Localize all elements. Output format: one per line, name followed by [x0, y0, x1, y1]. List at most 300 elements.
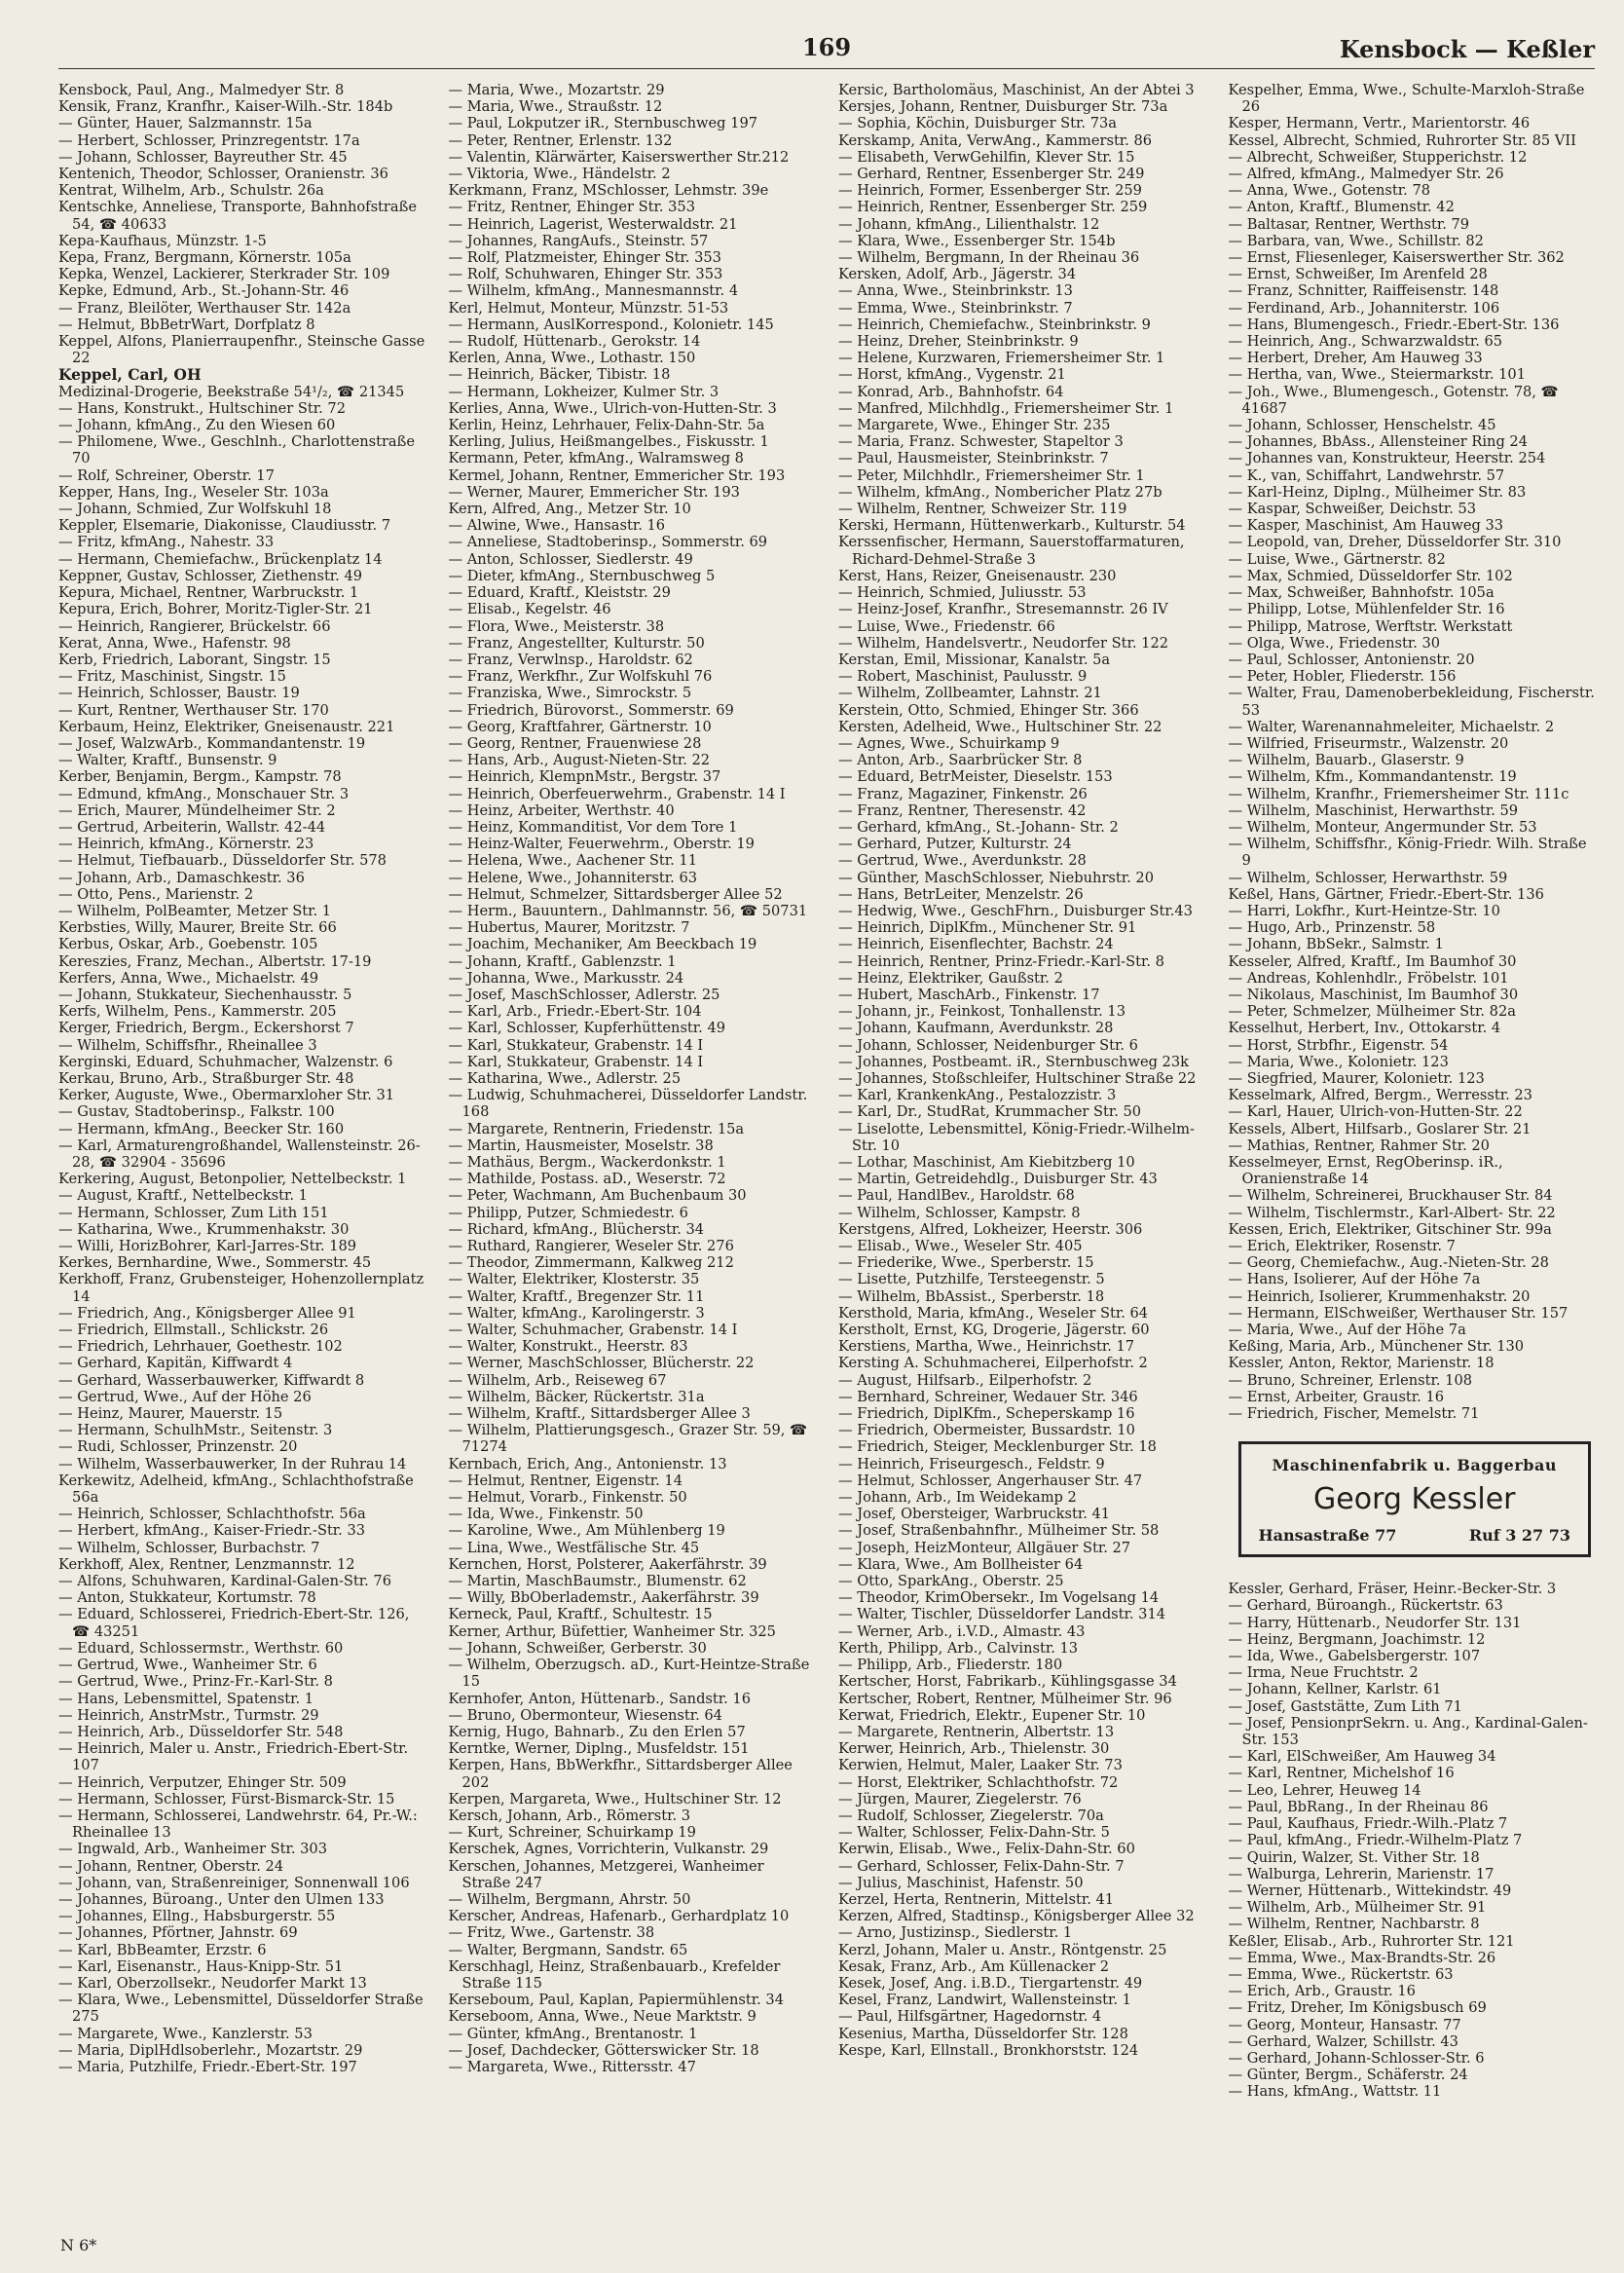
- directory-entry: Kerfs, Wilhelm, Pens., Kammerstr. 205: [58, 1003, 337, 1021]
- directory-entry: — Otto, Pens., Marienstr. 2: [58, 885, 254, 903]
- directory-entry: — Walter, Elektriker, Klosterstr. 35: [448, 1271, 700, 1288]
- directory-entry: Kerwin, Elisab., Wwe., Felix-Dahn-Str. 60: [838, 1841, 1135, 1858]
- directory-entry: — Philipp, Arb., Fliederstr. 180: [838, 1657, 1063, 1674]
- directory-entry: — Heinz-Josef, Kranfhr., Stresemannstr. 26 IV: [838, 601, 1168, 618]
- directory-entry: — Hugo, Arb., Prinzenstr. 58: [1228, 919, 1436, 937]
- directory-entry: — Joh., Wwe., Blumengesch., Gotenstr. 78, ☎ 41687: [1228, 383, 1559, 417]
- directory-entry: — Friederike, Wwe., Sperberstr. 15: [838, 1254, 1094, 1272]
- directory-entry: Kernig, Hugo, Bahnarb., Zu den Erlen 57: [448, 1723, 746, 1740]
- directory-entry: — Wilhelm, Arb., Mülheimer Str. 91: [1228, 1899, 1487, 1917]
- directory-entry: Kepura, Erich, Bohrer, Moritz-Tigler-Str. 21: [58, 601, 373, 618]
- directory-entry: — Maria, Franz. Schwester, Stapeltor 3: [838, 433, 1124, 451]
- directory-entry: — Alfred, kfmAng., Malmedyer Str. 26: [1228, 166, 1504, 183]
- directory-entry: Keppner, Gustav, Schlosser, Ziethenstr. 49: [58, 567, 363, 584]
- directory-entry: — Ernst, Schweißer, Im Arenfeld 28: [1228, 266, 1488, 283]
- directory-entry: — Hermann, Lokheizer, Kulmer Str. 3: [448, 383, 720, 400]
- directory-entry: — Horst, kfmAng., Vygenstr. 21: [838, 366, 1066, 384]
- directory-entry: — Wilhelm, Wasserbauwerker, In der Ruhrau 14: [58, 1455, 407, 1472]
- directory-entry: Kerzel, Herta, Rentnerin, Mittelstr. 41: [838, 1890, 1115, 1908]
- directory-entry: Kensbock, Paul, Ang., Malmedyer Str. 8: [58, 82, 345, 98]
- directory-entry: Kesak, Franz, Arb., Am Küllenacker 2: [838, 1957, 1110, 1975]
- directory-entry: — Fritz, kfmAng., Nahestr. 33: [58, 534, 275, 551]
- directory-entry: Kerwer, Heinrich, Arb., Thielenstr. 30: [838, 1740, 1110, 1758]
- directory-entry: — Ferdinand, Arb., Johanniterstr. 106: [1228, 299, 1500, 317]
- signature-mark: N 6*: [60, 2236, 97, 2254]
- directory-entry: — Wilhelm, kfmAng., Nombericher Platz 27b: [838, 483, 1163, 501]
- directory-entry: — Baltasar, Rentner, Werthstr. 79: [1228, 215, 1470, 233]
- directory-entry: Kerschek, Agnes, Vorrichterin, Vulkanstr. 29: [448, 1841, 769, 1858]
- directory-entry: — Johann, Kellner, Karlstr. 61: [1228, 1681, 1442, 1698]
- directory-entry: — Heinrich, Bäcker, Tibistr. 18: [448, 366, 671, 384]
- directory-entry: — Gerhard, Büroangh., Rückertstr. 63: [1228, 1597, 1503, 1615]
- directory-entry: — Wilfried, Friseurmstr., Walzenstr. 20: [1228, 734, 1509, 752]
- directory-entry: — Liselotte, Lebensmittel, König-Friedr.-Wilhelm-Str. 10: [838, 1120, 1195, 1154]
- directory-entry: Kerger, Friedrich, Bergm., Eckershorst 7: [58, 1020, 354, 1037]
- directory-entry: — Johann, Arb., Damaschkestr. 36: [58, 869, 305, 886]
- directory-entry: — Friedrich, Bürovorst., Sommerstr. 69: [448, 701, 734, 719]
- directory-entry: Kerpen, Margareta, Wwe., Hultschiner Str. 12: [448, 1790, 782, 1807]
- directory-entry: — Walburga, Lehrerin, Marienstr. 17: [1228, 1865, 1495, 1882]
- directory-entry: — Gerhard, Walzer, Schillstr. 43: [1228, 2032, 1458, 2050]
- directory-entry: — Konrad, Arb., Bahnhofstr. 64: [838, 383, 1064, 400]
- directory-entry: — Hedwig, Wwe., GeschFhrn., Duisburger Str.43: [838, 902, 1193, 919]
- directory-entry: — Fritz, Dreher, Im Königsbusch 69: [1228, 1999, 1487, 2017]
- directory-entry: — Gerhard, kfmAng., St.-Johann- Str. 2: [838, 818, 1119, 836]
- directory-entry: — Erich, Arb., Graustr. 16: [1228, 1983, 1416, 2000]
- directory-entry: Kersch, Johann, Arb., Römerstr. 3: [448, 1807, 691, 1824]
- directory-entry: Kerner, Arthur, Büfettier, Wanheimer Str. 325: [448, 1622, 776, 1640]
- directory-entry: — Fritz, Rentner, Ehinger Str. 353: [448, 199, 695, 216]
- directory-entry: — Karl, Schlosser, Kupferhüttenstr. 49: [448, 1020, 726, 1037]
- ad-company-type: Maschinenfabrik u. Baggerbau: [1272, 1456, 1557, 1475]
- directory-entry: Kerstgens, Alfred, Lokheizer, Heerstr. 306: [838, 1220, 1143, 1238]
- directory-entry: — Wilhelm, Handelsvertr., Neudorfer Str. 122: [838, 634, 1169, 652]
- directory-entry: — Wilhelm, Schlosser, Burbachstr. 7: [58, 1539, 320, 1556]
- directory-entry: — Günter, kfmAng., Brentanostr. 1: [448, 2025, 698, 2042]
- directory-entry: — Leopold, van, Dreher, Düsseldorfer Str. 310: [1228, 534, 1562, 551]
- directory-entry: — Irma, Neue Fruchtstr. 2: [1228, 1664, 1419, 1682]
- directory-entry: — Josef, Gaststätte, Zum Lith 71: [1228, 1697, 1462, 1715]
- directory-entry: — Gerhard, Johann-Schlosser-Str. 6: [1228, 2049, 1485, 2067]
- directory-entry: Kerfers, Anna, Wwe., Michaelstr. 49: [58, 969, 319, 987]
- directory-entry: — Julius, Maschinist, Hafenstr. 50: [838, 1874, 1084, 1891]
- directory-entry: — Paul, Hilfsgärtner, Hagedornstr. 4: [838, 2008, 1102, 2026]
- directory-entry: — Heinrich, Ang., Schwarzwaldstr. 65: [1228, 333, 1503, 351]
- directory-entry: — Emma, Wwe., Steinbrinkstr. 7: [838, 299, 1073, 317]
- directory-entry: — Elisabeth, VerwGehilfin, Klever Str. 15: [838, 148, 1135, 166]
- directory-entry: Kerkering, August, Betonpolier, Nettelbeckstr. 1: [58, 1171, 407, 1188]
- directory-entry: — Johann, Schlosser, Bayreuther Str. 45: [58, 148, 348, 166]
- directory-entry: — Wilhelm, Arb., Reiseweg 67: [448, 1371, 667, 1389]
- directory-entry: — Helmut, Vorarb., Finkenstr. 50: [448, 1489, 687, 1507]
- directory-entry: — Gerhard, Putzer, Kulturstr. 24: [838, 836, 1072, 853]
- directory-entry: — Martin, Hausmeister, Moselstr. 38: [448, 1136, 714, 1154]
- directory-entry: — Arno, Justizinsp., Siedlerstr. 1: [838, 1924, 1073, 1942]
- directory-entry: — Friedrich, Ellmstall., Schlickstr. 26: [58, 1322, 329, 1339]
- directory-entry: — Wilhelm, Schreinerei, Bruckhauser Str. 84: [1228, 1187, 1553, 1205]
- directory-entry: — Franz, Schnitter, Raiffeisenstr. 148: [1228, 282, 1499, 300]
- directory-entry: Kerntke, Werner, Diplng., Musfeldstr. 151: [448, 1740, 750, 1758]
- directory-entry: — Leo, Lehrer, Heuweg 14: [1228, 1781, 1421, 1799]
- directory-entry: — Bruno, Schreiner, Erlenstr. 108: [1228, 1371, 1473, 1389]
- directory-entry: Kerl, Helmut, Monteur, Münzstr. 51-53: [448, 299, 729, 317]
- directory-entry: — Johannes, Stoßschleifer, Hultschiner Straße 22: [838, 1069, 1197, 1087]
- directory-entry: Kerkhoff, Alex, Rentner, Lenzmannstr. 12: [58, 1555, 355, 1573]
- directory-entry: — Johannes van, Konstrukteur, Heerstr. 254: [1228, 450, 1546, 467]
- directory-entry: — Karl, KrankenkAng., Pestalozzistr. 3: [838, 1087, 1117, 1104]
- directory-entry: — Helmut, BbBetrWart, Dorfplatz 8: [58, 316, 315, 333]
- directory-entry: — Heinz, Bergmann, Joachimstr. 12: [1228, 1630, 1486, 1648]
- directory-entry: — Harry, Hüttenarb., Neudorfer Str. 131: [1228, 1614, 1522, 1631]
- directory-entry: — Werner, Maurer, Emmericher Str. 193: [448, 483, 740, 501]
- directory-entry: — Katharina, Wwe., Krummenhakstr. 30: [58, 1220, 350, 1238]
- directory-entry: — Philipp, Putzer, Schmiedestr. 6: [448, 1204, 688, 1221]
- directory-entry: — Max, Schweißer, Bahnhofstr. 105a: [1228, 584, 1495, 602]
- directory-entry: — Georg, Kraftfahrer, Gärtnerstr. 10: [448, 718, 712, 735]
- directory-entry: — Alfons, Schuhwaren, Kardinal-Galen-Str. 76: [58, 1573, 392, 1590]
- directory-entry: — Wilhelm, Bäcker, Rückertstr. 31a: [448, 1388, 705, 1405]
- directory-entry: — Klara, Wwe., Am Bollheister 64: [838, 1555, 1084, 1573]
- directory-entry: Kesselmeyer, Ernst, RegOberinsp. iR., Oranienstraße 14: [1228, 1154, 1503, 1188]
- column-3: [838, 82, 1207, 2156]
- directory-entry: Kesseler, Alfred, Kraftf., Im Baumhof 30: [1228, 952, 1517, 970]
- directory-entry: Kepa, Franz, Bergmann, Körnerstr. 105a: [58, 249, 351, 267]
- directory-entry: Kertscher, Robert, Rentner, Mülheimer Str. 96: [838, 1690, 1172, 1707]
- directory-entry: — Ernst, Fliesenleger, Kaiserswerther Str. 362: [1228, 249, 1565, 267]
- directory-entry: — Josef, PensionprSekrn. u. Ang., Kardinal-Galen-Str. 153: [1228, 1714, 1588, 1749]
- directory-entry: Kesek, Josef, Ang. i.B.D., Tiergartenstr. 49: [838, 1974, 1143, 1992]
- directory-entry: — Friedrich, Fischer, Memelstr. 71: [1228, 1405, 1480, 1423]
- directory-entry: — Friedrich, DiplKfm., Scheperskamp 16: [838, 1405, 1135, 1423]
- directory-entry: — Günter, Bergm., Schäferstr. 24: [1228, 2067, 1468, 2084]
- directory-entry: Kessel, Albrecht, Schmied, Ruhrorter Str. 85 VII: [1228, 131, 1576, 149]
- column-2: [449, 82, 818, 2156]
- directory-entry: — Johannes, RangAufs., Steinstr. 57: [448, 232, 709, 249]
- directory-entry: — Max, Schmied, Düsseldorfer Str. 102: [1228, 567, 1513, 584]
- directory-entry: Kesselhut, Herbert, Inv., Ottokarstr. 4: [1228, 1020, 1501, 1037]
- directory-entry: — Otto, SparkAng., Oberstr. 25: [838, 1573, 1064, 1590]
- directory-entry: Kerker, Auguste, Wwe., Obermarxloher Str. 31: [58, 1087, 395, 1104]
- directory-entry: Kentrat, Wilhelm, Arb., Schulstr. 26a: [58, 182, 324, 200]
- directory-entry: Kesper, Hermann, Vertr., Marientorstr. 46: [1228, 115, 1531, 132]
- directory-entry: — Hubert, MaschArb., Finkenstr. 17: [838, 986, 1100, 1003]
- directory-entry: — Johann, Rentner, Oberstr. 24: [58, 1857, 284, 1875]
- directory-entry: Kersting A. Schuhmacherei, Eilperhofstr. 2: [838, 1355, 1148, 1372]
- directory-entry: — Erich, Elektriker, Rosenstr. 7: [1228, 1238, 1456, 1255]
- directory-entry: Kersic, Bartholomäus, Maschinist, An der Abtei 3: [838, 82, 1195, 98]
- directory-entry: — Johann, Kraftf., Gablenzstr. 1: [448, 952, 677, 970]
- directory-entry: — Gertrud, Wwe., Prinz-Fr.-Karl-Str. 8: [58, 1673, 333, 1691]
- directory-entry: — Helene, Wwe., Johanniterstr. 63: [448, 869, 698, 886]
- column-1: [58, 82, 427, 2156]
- directory-entry: — Hertha, van, Wwe., Steiermarkstr. 101: [1228, 366, 1526, 384]
- directory-entry: — Johann, Kaufmann, Averdunkstr. 28: [838, 1020, 1114, 1037]
- directory-entry: — Maria, Wwe., Mozartstr. 29: [448, 82, 665, 98]
- directory-entry: — Johann, Schlosser, Henschelstr. 45: [1228, 417, 1496, 434]
- directory-entry: — Ingwald, Arb., Wanheimer Str. 303: [58, 1841, 327, 1858]
- directory-entry: — Joseph, HeizMonteur, Allgäuer Str. 27: [838, 1539, 1131, 1556]
- directory-entry: Kesel, Franz, Landwirt, Wallensteinstr. 1: [838, 1992, 1131, 2009]
- directory-entry: Kersthold, Maria, kfmAng., Weseler Str. 64: [838, 1304, 1149, 1322]
- directory-entry: — Quirin, Walzer, St. Vither Str. 18: [1228, 1848, 1480, 1866]
- directory-entry: — Heinrich, Rentner, Essenberger Str. 259: [838, 199, 1148, 216]
- directory-entry: Kerskamp, Anita, VerwAng., Kammerstr. 86: [838, 131, 1153, 149]
- directory-entry: — Johann, kfmAng., Zu den Wiesen 60: [58, 417, 336, 434]
- directory-entry: — Heinz-Walter, Feuerwehrm., Oberstr. 19: [448, 836, 755, 853]
- directory-entry: — Friedrich, Lehrhauer, Goethestr. 102: [58, 1338, 343, 1356]
- directory-entry: — Helmut, Rentner, Eigenstr. 14: [448, 1472, 683, 1489]
- directory-entry: Keßler, Elisab., Arb., Ruhrorter Str. 121: [1228, 1932, 1515, 1950]
- directory-entry: — Karl, BbBeamter, Erzstr. 6: [58, 1941, 267, 1958]
- directory-entry: Kerling, Julius, Heißmangelbes., Fiskusstr. 1: [448, 433, 769, 451]
- directory-entry: — Philomene, Wwe., Geschlnh., Charlottenstraße 70: [58, 433, 416, 467]
- directory-entry: — Heinrich, KlempnMstr., Bergstr. 37: [448, 768, 721, 786]
- directory-entry: — Johann, van, Straßenreiniger, Sonnenwall 106: [58, 1874, 410, 1891]
- directory-entry: Kernhofer, Anton, Hüttenarb., Sandstr. 16: [448, 1690, 752, 1707]
- directory-entry: Kesselmark, Alfred, Bergm., Werresstr. 23: [1228, 1087, 1532, 1104]
- directory-entry: — Joachim, Mechaniker, Am Beeckbach 19: [448, 936, 757, 953]
- directory-entry: — Fritz, Maschinist, Singstr. 15: [58, 668, 286, 686]
- directory-entry: — Wilhelm, Bauarb., Glaserstr. 9: [1228, 752, 1464, 769]
- directory-entry: Kerkmann, Franz, MSchlosser, Lehmstr. 39e: [448, 182, 769, 200]
- directory-entry: — Walter, Schuhmacher, Grabenstr. 14 I: [448, 1322, 738, 1339]
- directory-entry: — Walter, Schlosser, Felix-Dahn-Str. 5: [838, 1824, 1110, 1842]
- directory-entry: — Anton, Stukkateur, Kortumstr. 78: [58, 1589, 316, 1607]
- directory-entry: Keßing, Maria, Arb., Münchener Str. 130: [1228, 1338, 1525, 1356]
- directory-entry: — Paul, Schlosser, Antonienstr. 20: [1228, 651, 1475, 668]
- directory-entry: — Jürgen, Maurer, Ziegelerstr. 76: [838, 1790, 1082, 1807]
- directory-entry: — Gertrud, Wwe., Averdunkstr. 28: [838, 852, 1087, 870]
- directory-entry: Kern, Alfred, Ang., Metzer Str. 10: [448, 501, 691, 518]
- directory-entry: Kerwat, Friedrich, Elektr., Eupener Str. 10: [838, 1706, 1146, 1724]
- directory-entry: — Wilhelm, Tischlermstr., Karl-Albert- Str. 22: [1228, 1204, 1556, 1221]
- directory-entry: — Lina, Wwe., Westfälische Str. 45: [448, 1539, 700, 1556]
- directory-entry: — Hermann, AuslKorrespond., Kolonietr. 145: [448, 316, 774, 333]
- directory-entry: — Josef, Straßenbahnfhr., Mülheimer Str. 58: [838, 1522, 1160, 1540]
- directory-entry: — Walter, Kraftf., Bunsenstr. 9: [58, 752, 277, 769]
- directory-entry: Kessler, Anton, Rektor, Marienstr. 18: [1228, 1355, 1495, 1372]
- page-number: 169: [801, 33, 852, 61]
- directory-entry: Kerst, Hans, Reizer, Gneisenaustr. 230: [838, 567, 1117, 584]
- directory-entry: — Karl, Oberzollsekr., Neudorfer Markt 13: [58, 1974, 367, 1992]
- directory-entry: — Rudolf, Hüttenarb., Gerokstr. 14: [448, 333, 701, 351]
- directory-entry: — Herbert, Schlosser, Prinzregentstr. 17a: [58, 131, 360, 149]
- directory-entry: Kerber, Benjamin, Bergm., Kampstr. 78: [58, 768, 342, 786]
- directory-entry: Kersken, Adolf, Arb., Jägerstr. 34: [838, 266, 1077, 283]
- directory-entry: Kermann, Peter, kfmAng., Walramsweg 8: [448, 450, 744, 467]
- directory-entry: — Johann, Stukkateur, Siechenhausstr. 5: [58, 986, 352, 1003]
- directory-entry: — Mathilde, Postass. aD., Weserstr. 72: [448, 1171, 726, 1188]
- directory-entry: Kerneck, Paul, Kraftf., Schultestr. 15: [448, 1606, 713, 1623]
- directory-entry: — Mathäus, Bergm., Wackerdonkstr. 1: [448, 1154, 726, 1171]
- directory-entry: — Wilhelm, Maschinist, Herwarthstr. 59: [1228, 801, 1519, 819]
- directory-entry: — Klara, Wwe., Lebensmittel, Düsseldorfer Straße 275: [58, 1992, 424, 2026]
- directory-entry: — Johann, Schmied, Zur Wolfskuhl 18: [58, 501, 332, 518]
- directory-entry: — Wilhelm, kfmAng., Mannesmannstr. 4: [448, 282, 739, 300]
- directory-entry: — Hermann, ElSchweißer, Werthauser Str. 157: [1228, 1304, 1569, 1322]
- directory-entry: Kepper, Hans, Ing., Weseler Str. 103a: [58, 483, 329, 501]
- directory-entry: Kerkewitz, Adelheid, kfmAng., Schlachthofstraße 56a: [58, 1472, 414, 1507]
- column-4: [1229, 82, 1598, 2156]
- directory-entry: — Anna, Wwe., Gotenstr. 78: [1228, 182, 1431, 200]
- directory-entry: — Gertrud, Arbeiterin, Wallstr. 42-44: [58, 818, 326, 836]
- directory-entry: — Wilhelm, Kraftf., Sittardsberger Allee 3: [448, 1405, 751, 1423]
- directory-entry: — Peter, Hobler, Fliederstr. 156: [1228, 668, 1457, 686]
- directory-entry: Kersten, Adelheid, Wwe., Hultschiner Str. 22: [838, 718, 1163, 735]
- directory-entry: — Kasper, Maschinist, Am Hauweg 33: [1228, 517, 1504, 535]
- directory-entry: — Karoline, Wwe., Am Mühlenberg 19: [448, 1522, 725, 1540]
- advertisement-box: [1238, 1441, 1592, 1557]
- directory-entry: Kerb, Friedrich, Laborant, Singstr. 15: [58, 651, 331, 668]
- directory-entry: — Margarete, Wwe., Ehinger Str. 235: [838, 417, 1111, 434]
- directory-entry: — Horst, Strbfhr., Eigenstr. 54: [1228, 1036, 1449, 1054]
- directory-entry: Kerstan, Emil, Missionar, Kanalstr. 5a: [838, 651, 1111, 668]
- directory-entry: Medizinal-Drogerie, Beekstraße 54¹/₂, ☎ 21345: [58, 383, 405, 400]
- directory-entry: — Maria, Wwe., Straußstr. 12: [448, 98, 663, 116]
- directory-entry: — Wilhelm, Zollbeamter, Lahnstr. 21: [838, 685, 1102, 702]
- directory-entry: — Anton, Schlosser, Siedlerstr. 49: [448, 550, 693, 568]
- directory-entry: — Werner, Hüttenarb., Wittekindstr. 49: [1228, 1882, 1512, 1899]
- directory-entry: — Kurt, Schreiner, Schuirkamp 19: [448, 1824, 696, 1842]
- directory-entry: — Heinrich, Maler u. Anstr., Friedrich-Ebert-Str. 107: [58, 1740, 409, 1774]
- directory-entry: Kerat, Anna, Wwe., Hafenstr. 98: [58, 634, 291, 652]
- directory-entry: — Rudi, Schlosser, Prinzenstr. 20: [58, 1438, 298, 1456]
- directory-entry: — Fritz, Wwe., Gartenstr. 38: [448, 1924, 655, 1942]
- ad-phone: Ruf 3 27 73: [1468, 1526, 1570, 1546]
- directory-entry: — Gerhard, Schlosser, Felix-Dahn-Str. 7: [838, 1857, 1125, 1875]
- directory-entry: — Heinz, Kommanditist, Vor dem Tore 1: [448, 818, 738, 836]
- directory-entry: — Walter, Frau, Damenoberbekleidung, Fischerstr. 53: [1228, 685, 1595, 719]
- directory-entry: Kerlies, Anna, Wwe., Ulrich-von-Hutten-Str. 3: [448, 399, 777, 417]
- directory-entry: — Heinrich, AnstrMstr., Turmstr. 29: [58, 1706, 319, 1724]
- directory-entry: Keppler, Elsemarie, Diakonisse, Claudiusstr. 7: [58, 517, 391, 535]
- directory-entry: — Johannes, Postbeamt. iR., Sternbuschweg 23k: [838, 1053, 1189, 1070]
- directory-entry: — Johannes, Pförtner, Jahnstr. 69: [58, 1924, 298, 1942]
- directory-entry: Kerssenfischer, Hermann, Sauerstoffarmaturen, Richard-Dehmel-Straße 3: [838, 534, 1185, 568]
- directory-entry: — Anna, Wwe., Steinbrinkstr. 13: [838, 282, 1073, 300]
- directory-entry: Kertscher, Horst, Fabrikarb., Kühlingsgasse 34: [838, 1673, 1177, 1691]
- directory-entry: Kerbsties, Willy, Maurer, Breite Str. 66: [58, 919, 337, 937]
- directory-entry: — Johannes, BbAss., Allensteiner Ring 24: [1228, 433, 1528, 451]
- directory-entry: — Eduard, Kraftf., Kleiststr. 29: [448, 584, 671, 602]
- directory-entry: — Heinrich, DiplKfm., Münchener Str. 91: [838, 919, 1137, 937]
- directory-entry: — Georg, Monteur, Hansastr. 77: [1228, 2016, 1461, 2033]
- directory-entry: — Alwine, Wwe., Hansastr. 16: [448, 517, 666, 535]
- directory-entry: — Margarete, Wwe., Kanzlerstr. 53: [58, 2025, 313, 2042]
- directory-entry: Kerstholt, Ernst, KG, Drogerie, Jägerstr. 60: [838, 1322, 1150, 1339]
- ad-contact: [1251, 1526, 1579, 1545]
- directory-entry: — Günther, MaschSchlosser, Niebuhrstr. 20: [838, 869, 1154, 886]
- directory-entry: Kernbach, Erich, Ang., Antonienstr. 13: [448, 1455, 727, 1472]
- directory-entry: — Franz, Bleilöter, Werthauser Str. 142a: [58, 299, 351, 317]
- directory-entry: — Ruthard, Rangierer, Weseler Str. 276: [448, 1238, 734, 1255]
- directory-entry: — Rolf, Schuhwaren, Ehinger Str. 353: [448, 266, 723, 283]
- directory-entry: — Theodor, Zimmermann, Kalkweg 212: [448, 1254, 734, 1272]
- directory-entry: — Heinz, Dreher, Steinbrinkstr. 9: [838, 333, 1079, 351]
- directory-entry: — Siegfried, Maurer, Kolonietr. 123: [1228, 1069, 1485, 1087]
- directory-entry: — Wilhelm, Rentner, Schweizer Str. 119: [838, 501, 1127, 518]
- directory-entry: — Paul, kfmAng., Friedr.-Wilhelm-Platz 7: [1228, 1832, 1523, 1849]
- directory-entry: — Anneliese, Stadtoberinsp., Sommerstr. 69: [448, 534, 768, 551]
- directory-entry: — Lothar, Maschinist, Am Kiebitzberg 10: [838, 1154, 1135, 1171]
- directory-entry: — Peter, Milchhdlr., Friemersheimer Str. 1: [838, 466, 1145, 484]
- directory-entry: Kerseboom, Anna, Wwe., Neue Marktstr. 9: [448, 2008, 757, 2026]
- directory-entry: — Walter, Konstrukt., Heerstr. 83: [448, 1338, 688, 1356]
- directory-entry: Kerzen, Alfred, Stadtinsp., Königsberger Allee 32: [838, 1908, 1195, 1925]
- directory-entry: — Anton, Arb., Saarbrücker Str. 8: [838, 752, 1083, 769]
- running-head: Kensbock — Keßler: [1339, 35, 1595, 63]
- directory-entry: — Erich, Maurer, Mündelheimer Str. 2: [58, 801, 336, 819]
- directory-entry: — Karl, Stukkateur, Grabenstr. 14 I: [448, 1036, 704, 1054]
- directory-entry: — Werner, Arb., i.V.D., Almastr. 43: [838, 1622, 1086, 1640]
- directory-entry: Kerginski, Eduard, Schuhmacher, Walzenstr. 6: [58, 1053, 393, 1070]
- directory-entry: — Rolf, Schreiner, Oberstr. 17: [58, 466, 275, 484]
- directory-entry: — Heinz, Maurer, Mauerstr. 15: [58, 1405, 283, 1423]
- directory-columns: [58, 82, 1597, 2156]
- directory-entry: — Peter, Schmelzer, Mülheimer Str. 82a: [1228, 1003, 1516, 1021]
- directory-entry: — Sophia, Köchin, Duisburger Str. 73a: [838, 115, 1117, 132]
- directory-entry: — Agnes, Wwe., Schuirkamp 9: [838, 734, 1060, 752]
- directory-entry: Kespelher, Emma, Wwe., Schulte-Marxloh-Straße 26: [1228, 82, 1585, 116]
- directory-entry: — Wilhelm, Kfm., Kommandantenstr. 19: [1228, 768, 1517, 786]
- directory-entry: Kespe, Karl, Ellnstall., Bronkhorststr. 124: [838, 2041, 1139, 2059]
- directory-entry: — Wilhelm, Rentner, Nachbarstr. 8: [1228, 1916, 1480, 1933]
- directory-entry: — Heinrich, Isolierer, Krummenhakstr. 20: [1228, 1287, 1531, 1305]
- directory-entry: — Josef, WalzwArb., Kommandantenstr. 19: [58, 734, 366, 752]
- directory-entry: — Karl, Eisenanstr., Haus-Knipp-Str. 51: [58, 1957, 344, 1975]
- directory-entry: — Walter, Tischler, Düsseldorfer Landstr. 314: [838, 1606, 1166, 1623]
- directory-entry: — K., van, Schiffahrt, Landwehrstr. 57: [1228, 466, 1505, 484]
- directory-entry: — Gerhard, Wasserbauwerker, Kiffwardt 8: [58, 1371, 365, 1389]
- directory-entry: — Mathias, Rentner, Rahmer Str. 20: [1228, 1136, 1490, 1154]
- directory-entry: — Hermann, Schlosser, Fürst-Bismarck-Str. 15: [58, 1790, 395, 1807]
- directory-entry: — Paul, BbRang., In der Rheinau 86: [1228, 1798, 1489, 1815]
- directory-entry: — Herbert, Dreher, Am Hauweg 33: [1228, 350, 1483, 367]
- directory-entry: — Heinrich, Chemiefachw., Steinbrinkstr. 9: [838, 316, 1151, 333]
- directory-entry: — Karl, Stukkateur, Grabenstr. 14 I: [448, 1053, 704, 1070]
- directory-entry: — Wilhelm, Oberzugsch. aD., Kurt-Heintze-Straße 15: [448, 1657, 810, 1691]
- directory-entry: Kerkes, Bernhardine, Wwe., Sommerstr. 45: [58, 1254, 372, 1272]
- directory-entry: — Josef, MaschSchlosser, Adlerstr. 25: [448, 986, 720, 1003]
- directory-entry: — Horst, Elektriker, Schlachthofstr. 72: [838, 1773, 1119, 1791]
- directory-entry: — Hermann, Schlosserei, Landwehrstr. 64, Pr.-W.: Rheinallee 13: [58, 1807, 418, 1842]
- directory-entry: — Eduard, Schlosserei, Friedrich-Ebert-Str. 126, ☎ 43251: [58, 1606, 410, 1640]
- directory-entry: — Georg, Chemiefachw., Aug.-Nieten-Str. 28: [1228, 1254, 1549, 1272]
- directory-entry: — Johann, Schweißer, Gerberstr. 30: [448, 1639, 707, 1657]
- directory-entry: Kerkhoff, Franz, Grubensteiger, Hohenzollernplatz 14: [58, 1271, 424, 1305]
- directory-entry: — Hermann, Chemiefachw., Brückenplatz 14: [58, 550, 383, 568]
- directory-entry: — Heinz, Elektriker, Gaußstr. 2: [838, 969, 1063, 987]
- directory-entry: Kerschen, Johannes, Metzgerei, Wanheimer Straße 247: [448, 1857, 764, 1891]
- directory-entry: — Johann, Schlosser, Neidenburger Str. 6: [838, 1036, 1138, 1054]
- directory-entry: Kesenius, Martha, Düsseldorfer Str. 128: [838, 2025, 1128, 2042]
- directory-entry: — Gustav, Stadtoberinsp., Falkstr. 100: [58, 1103, 335, 1121]
- directory-entry: — Friedrich, Ang., Königsberger Allee 91: [58, 1304, 356, 1322]
- directory-entry: — Hans, Isolierer, Auf der Höhe 7a: [1228, 1271, 1481, 1288]
- directory-entry: — Eduard, BetrMeister, Dieselstr. 153: [838, 768, 1113, 786]
- directory-entry: — Heinrich, Rentner, Prinz-Friedr.-Karl-Str. 8: [838, 952, 1164, 970]
- directory-entry: Kepka, Wenzel, Lackierer, Sterkrader Str. 109: [58, 266, 390, 283]
- directory-entry: — Barbara, van, Wwe., Schillstr. 82: [1228, 232, 1484, 249]
- directory-entry: Keppel, Alfons, Planierraupenfhr., Steinsche Gasse 22: [58, 333, 425, 367]
- directory-entry: — Johannes, Ellng., Habsburgerstr. 55: [58, 1908, 336, 1925]
- directory-entry: — Hans, kfmAng., Wattstr. 11: [1228, 2083, 1442, 2101]
- directory-entry: Kerstiens, Martha, Wwe., Heinrichstr. 17: [838, 1338, 1135, 1356]
- directory-entry: — Eduard, Schlossermstr., Werthstr. 60: [58, 1639, 344, 1657]
- directory-entry: — Heinrich, Former, Essenberger Str. 259: [838, 182, 1142, 200]
- directory-entry: — Wilhelm, Kranfhr., Friemersheimer Str. 111c: [1228, 785, 1569, 802]
- directory-entry: — Maria, Wwe., Kolonietr. 123: [1228, 1053, 1449, 1070]
